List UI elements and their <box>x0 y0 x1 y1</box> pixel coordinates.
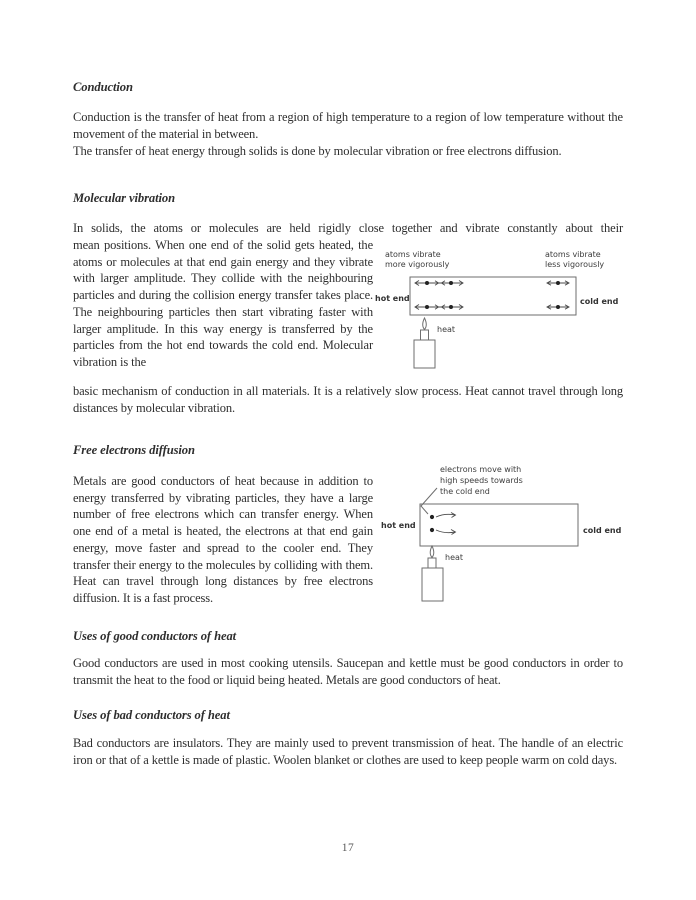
vibrating-atom-cold <box>547 281 569 285</box>
electrons-move-label: the cold end <box>440 487 490 496</box>
section-heading-good-conductors: Uses of good conductors of heat <box>73 629 237 643</box>
atoms-vibrate-less-label: atoms vibrate <box>545 250 601 259</box>
hot-end-label: hot end <box>381 521 416 530</box>
electrons-move-label: electrons move with <box>440 465 522 474</box>
metal-bar <box>420 504 578 546</box>
hot-end-label: hot end <box>375 294 410 303</box>
free-electron <box>430 513 456 520</box>
atoms-vibrate-more-label: more vigorously <box>385 260 450 269</box>
section-heading-bad-conductors: Uses of bad conductors of heat <box>73 708 230 722</box>
burner-body <box>422 568 443 601</box>
paragraph-molecular-outro: basic mechanism of conduction in all materials. It is a relatively slow process. Heat cannot travel through long distances by molecular vibration. <box>73 384 623 415</box>
burner-icon <box>422 546 443 601</box>
burner-body <box>414 340 435 368</box>
atoms-vibrate-less-label: less vigorously <box>545 260 605 269</box>
section-heading-free-electrons: Free electrons diffusion <box>73 443 195 457</box>
page-number: 17 <box>341 842 355 854</box>
paragraph-bad-conductors: Bad conductors are insulators. They are mainly used to prevent transmission of heat. The handle of an electric iron or that of a kettle is made of plastic. Woolen blanket or clothes are used to keep people warm on cold days. <box>73 736 623 767</box>
free-electron <box>430 528 456 535</box>
electrons-move-label: high speeds towards <box>440 476 523 485</box>
atom-dot <box>556 281 560 285</box>
flame-icon <box>430 546 434 558</box>
atom-dot <box>449 281 453 285</box>
atom-dot <box>556 305 560 309</box>
atom-dot <box>425 281 429 285</box>
vibrating-atoms-row-hot <box>415 281 463 286</box>
vibrating-atom-cold <box>547 305 569 309</box>
free-electrons-diagram <box>373 458 633 613</box>
atom-dot <box>449 305 453 309</box>
conduction-paragraphs <box>73 109 623 159</box>
electron-dot <box>430 515 434 519</box>
paragraph-good-conductors: Good conductors are used in most cooking utensils. Saucepan and kettle must be good conductors in order to transmit the heat to the food or liquid being heated. Metals are good conductors of heat. <box>73 656 623 687</box>
atoms-vibrate-more-label: atoms vibrate <box>385 250 441 259</box>
molecular-vibration-figure <box>373 246 628 391</box>
heat-label: heat <box>437 325 456 334</box>
paragraph-molecular-intro-line: In solids, the atoms or molecules are held rigidly close together and vibrate constantly about their <box>73 221 623 235</box>
paragraph-conduction-transfer: The transfer of heat energy through solids is done by molecular vibration or free electrons diffusion. <box>73 143 562 158</box>
paragraph-molecular-wrapped: mean positions. When one end of the solid gets heated, the atoms or molecules at that end gain energy and they vibrate with larger amplitude. They collide with the neighbouring particles and during the collision energy transfer takes place. The neighbouring particles then start vibrating faster with larger amplitude. In this way energy is transferred by the particles from the hot end towards the cold end. Molecular vibration is the <box>73 238 373 369</box>
vibrating-atoms-row-hot <box>415 305 463 310</box>
atom-dot <box>425 305 429 309</box>
cold-end-label: cold end <box>580 297 619 306</box>
section-heading-conduction: Conduction <box>73 80 133 94</box>
free-electrons-figure <box>373 458 633 618</box>
burner-icon <box>414 318 435 368</box>
paragraph-free-electrons: Metals are good conductors of heat because in addition to energy transferred by vibrating particles, they have a large number of free electrons which can transfer energy. When one end of a metal is heated, the electrons at that end gain energy, move faster and spread to the cooler end. They transfer their energy to the molecules by colliding with them. Heat can travel through long distances by free electrons diffusion. It is a fast process. <box>73 474 373 605</box>
cold-end-label: cold end <box>583 526 622 535</box>
leader-line <box>421 488 437 514</box>
electron-dot <box>430 528 434 532</box>
vibrating-atoms-diagram <box>373 246 628 386</box>
heat-label: heat <box>445 553 464 562</box>
flame-icon <box>423 318 427 330</box>
paragraph-conduction-definition: Conduction is the transfer of heat from a region of high temperature to a region of low temperature without the movement of the material in between. <box>73 110 623 141</box>
section-heading-molecular-vibration: Molecular vibration <box>73 191 176 205</box>
